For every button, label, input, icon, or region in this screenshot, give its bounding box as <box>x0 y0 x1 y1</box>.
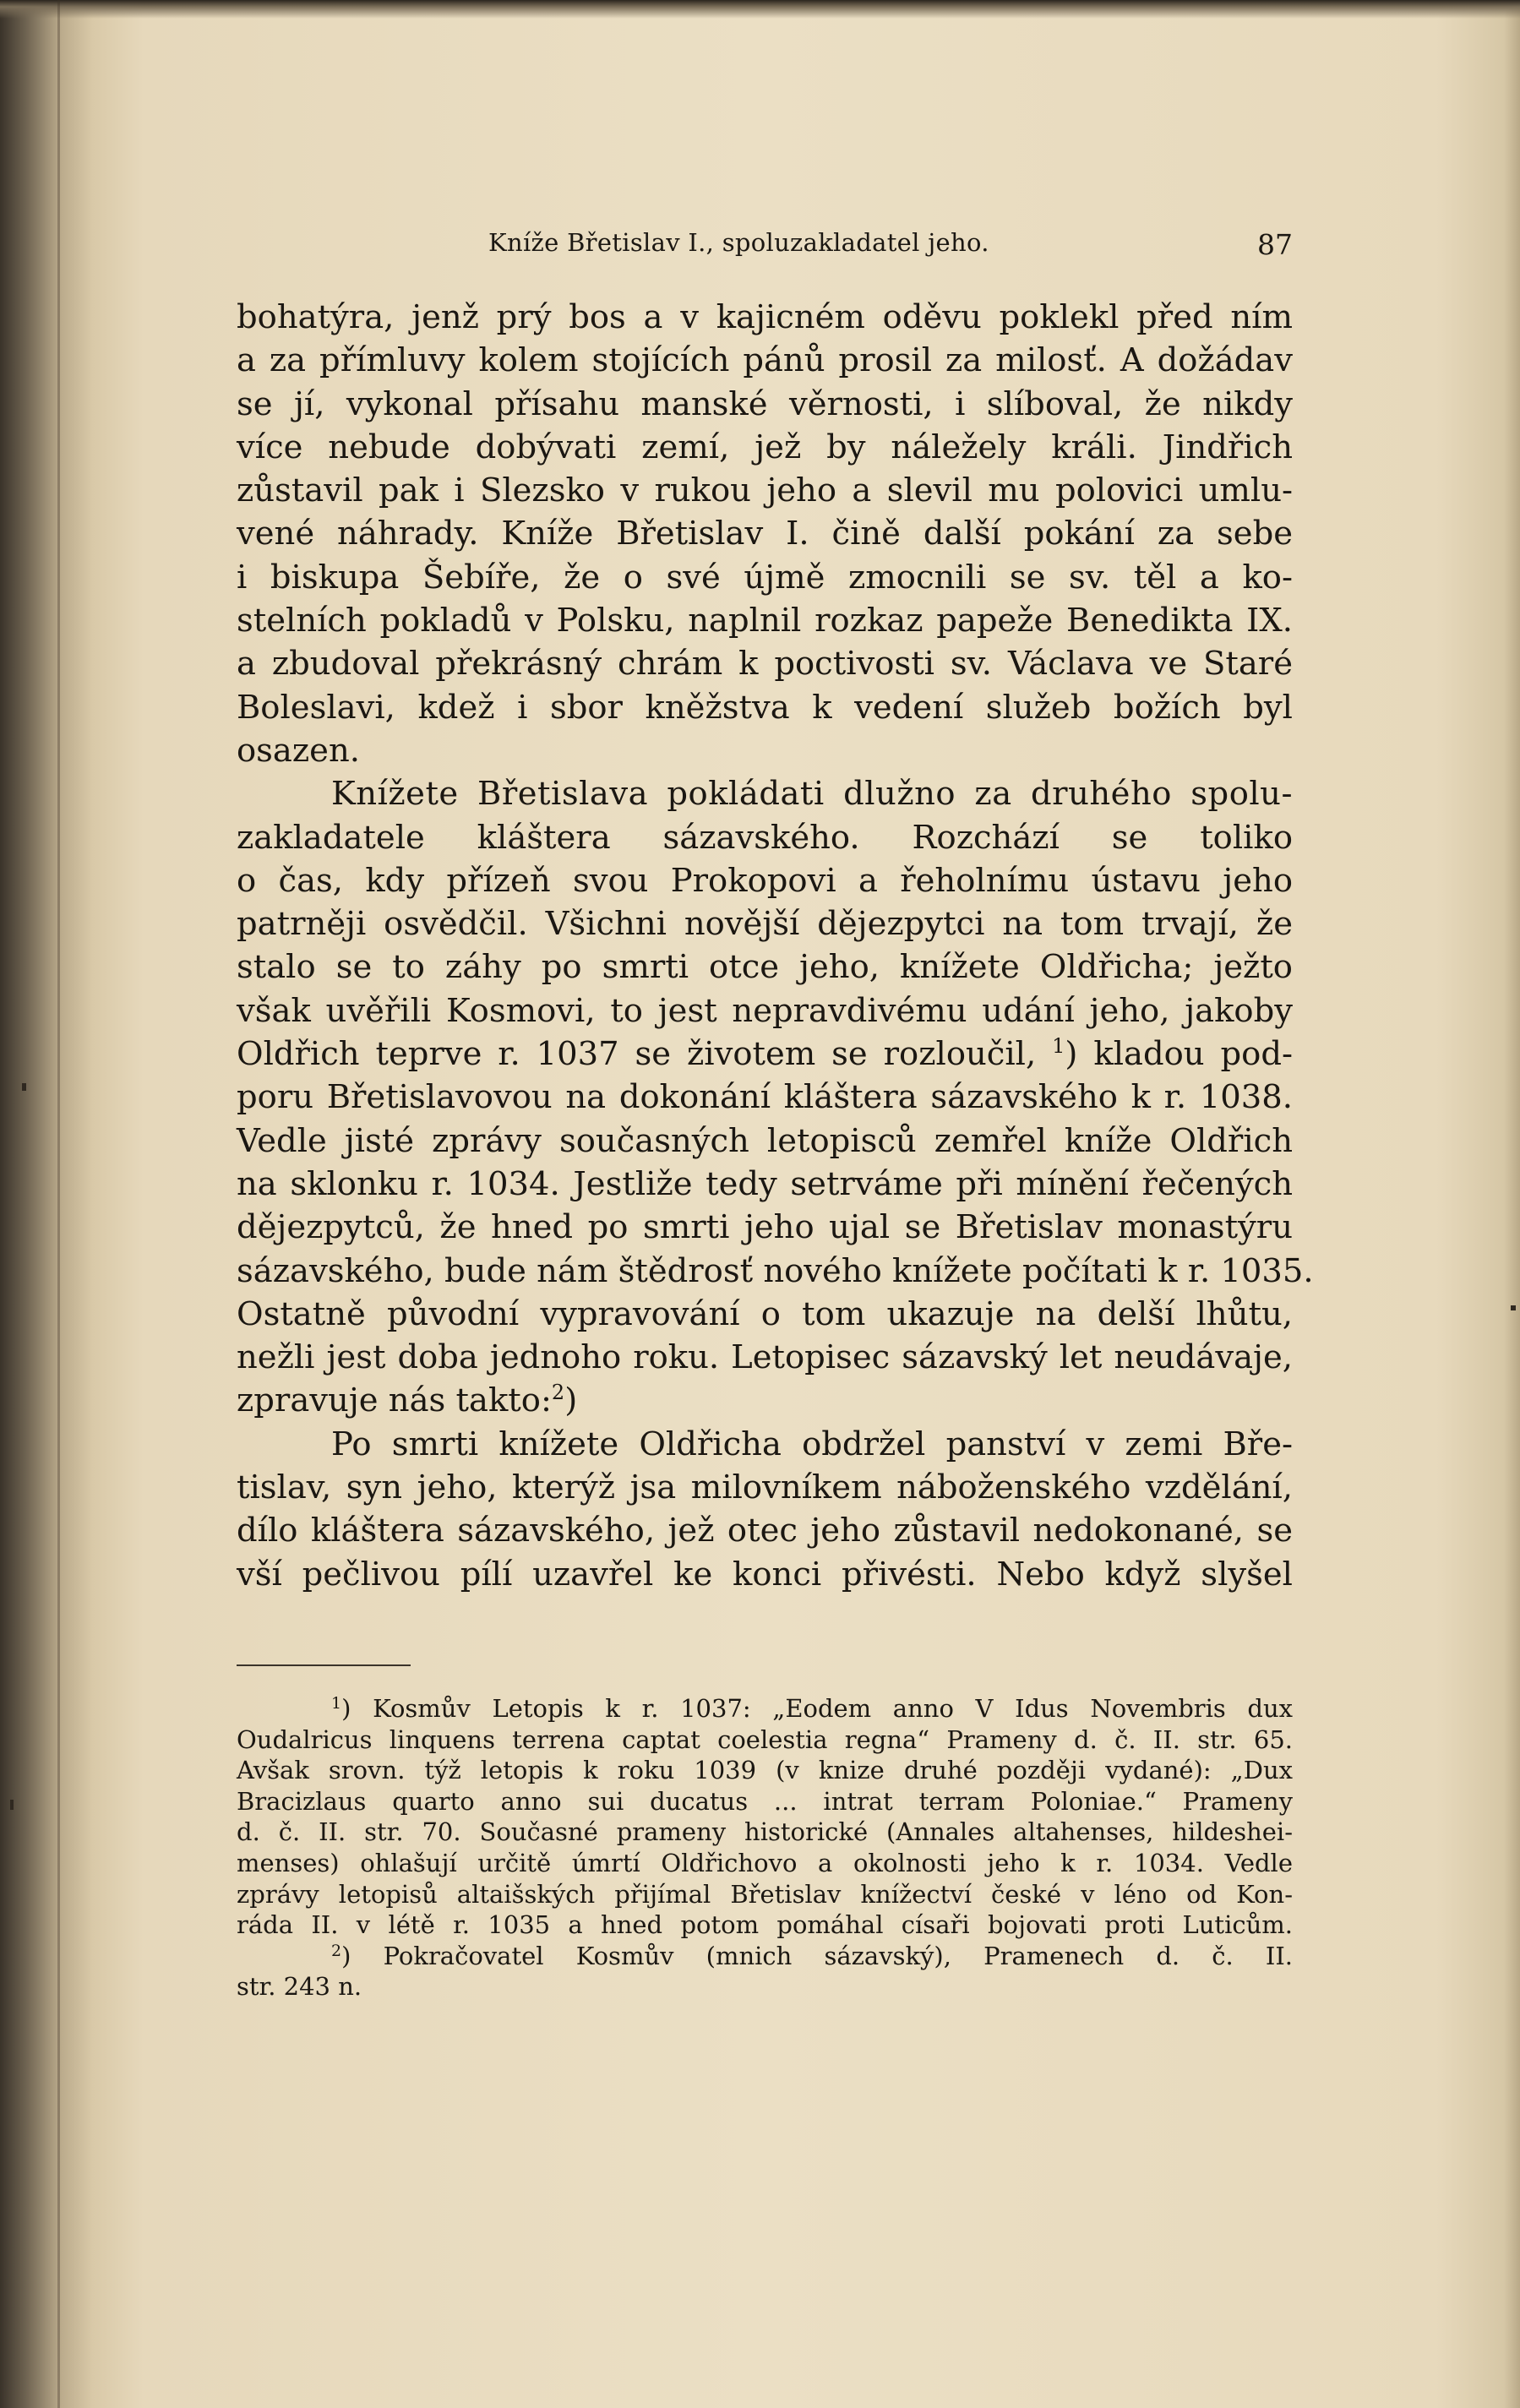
text-fragment: zpravuje nás takto: <box>237 1381 552 1420</box>
text-line: zůstavil pak i Slezsko v rukou jeho a slevil mu polovici umlu- <box>237 471 1293 510</box>
text-line: osazen. <box>237 731 360 770</box>
text-line: tislav, syn jeho, kterýž jsa milovníkem náboženského vzdělání, <box>237 1468 1293 1507</box>
text-line: Ostatně původní vypravování o tom ukazuje na delší lhůtu, <box>237 1294 1293 1333</box>
text-line-with-note <box>237 1032 1293 1076</box>
text-line: i biskupa Šebíře, že o své újmě zmocnili se sv. těl a ko- <box>237 558 1293 597</box>
page-top-shadow <box>0 0 1520 19</box>
text-line: sázavského, bude nám štědrosť nového knížete počítati k r. 1035. <box>237 1251 1314 1290</box>
footnote-mark-suffix: ) <box>341 1694 351 1723</box>
footnotes <box>237 1693 1293 2002</box>
text-line-with-note <box>237 1379 1293 1422</box>
footnote-line: d. č. II. str. 70. Současné prameny historické (Annales altahenses, hildeshei- <box>237 1817 1293 1847</box>
footnote-line: zprávy letopisů altaišských přijímal Břetislav knížectví české v léno od Kon- <box>237 1879 1293 1909</box>
page-number: 87 <box>1257 228 1293 261</box>
text-line: zakladatele kláštera sázavského. Rozchází se toliko <box>237 818 1293 857</box>
text-line: o čas, kdy přízeň svou Prokopovi a řeholnímu ústavu jeho <box>237 861 1293 900</box>
margin-speck <box>10 1800 14 1810</box>
footnote-line: str. 243 n. <box>237 1972 362 2002</box>
footnote-line: menses) ohlašují určitě úmrtí Oldřichovo a okolnosti jeho k r. 1034. Vedle <box>237 1848 1293 1877</box>
text-line: dílo kláštera sázavského, jež otec jeho zůstavil nedokonané, se <box>237 1512 1293 1550</box>
footnote-ref-2[interactable]: 2 <box>551 1381 565 1405</box>
text-line: stalo se to záhy po smrti otce jeho, knížete Oldřicha; ježto <box>237 948 1293 987</box>
footnote-mark-1: 1 <box>331 1694 342 1713</box>
footnote-mark-2: 2 <box>331 1941 342 1960</box>
text-line: stelních pokladů v Polsku, naplnil rozkaz papeže Benedikta IX. <box>237 602 1293 640</box>
running-head: Kníže Břetislav I., spoluzakladatel jeho. <box>488 228 989 257</box>
text-line: vené náhrady. Kníže Břetislav I. čině další pokání za sebe <box>237 515 1293 553</box>
page-header <box>237 228 1293 264</box>
paragraph-first-line: Knížete Břetislava pokládati dlužno za druhého spolu- <box>331 775 1293 814</box>
footnote-text: Kosmův Letopis k r. 1037: „Eodem anno V Idus Novembris dux <box>373 1694 1294 1723</box>
footnote-ref-1[interactable]: 1 <box>1052 1034 1065 1059</box>
text-line: Boleslavi, kdež i sbor kněžstva k vedení služeb božích byl <box>237 688 1293 727</box>
text-fragment: ) <box>564 1381 578 1420</box>
text-line: však uvěřili Kosmovi, to jest nepravdivému udání jeho, jakoby <box>237 991 1293 1030</box>
footnote-1-first-line <box>237 1693 1293 1724</box>
text-line: na sklonku r. 1034. Jestliže tedy setrváme při mínění řečených <box>237 1164 1293 1203</box>
text-line: Vedle jisté zprávy současných letopisců zemřel kníže Oldřich <box>237 1121 1293 1160</box>
text-line: poru Břetislavovou na dokonání kláštera sázavského k r. 1038. <box>237 1078 1293 1117</box>
text-line: a za přímluvy kolem stojících pánů prosil za milosť. A dožádav <box>237 341 1293 380</box>
footnote-mark-suffix: ) <box>341 1941 351 1970</box>
footnote-line: ráda II. v létě r. 1035 a hned potom pomáhal císaři bojovati proti Luticům. <box>237 1910 1293 1940</box>
text-line: se jí, vykonal přísahu manské věrnosti, i slíboval, že nikdy <box>237 384 1293 423</box>
footnote-line: Avšak srovn. týž letopis k roku 1039 (v knize druhé později vydané): „Dux <box>237 1756 1293 1785</box>
text-fragment: ) kladou pod- <box>1065 1035 1293 1074</box>
margin-speck <box>1511 1305 1516 1310</box>
text-line: vší pečlivou pílí uzavřel ke konci přivésti. Nebo když slyšel <box>237 1555 1293 1594</box>
footnote-2-first-line <box>237 1941 1293 1972</box>
footnote-text: Pokračovatel Kosmův (mnich sázavský), Pramenech d. č. II. <box>383 1941 1294 1970</box>
paragraph-first-line: Po smrti knížete Oldřicha obdržel panství v zemi Bře- <box>331 1425 1293 1463</box>
text-line: více nebude dobývati zemí, jež by náležely králi. Jindřich <box>237 428 1293 466</box>
text-line: a zbudoval překrásný chrám k poctivosti sv. Václava ve Staré <box>237 645 1293 684</box>
footnote-line: Oudalricus linquens terrena captat coelestia regna“ Prameny d. č. II. str. 65. <box>237 1724 1293 1754</box>
text-line: nežli jest doba jednoho roku. Letopisec sázavský let neudávaje, <box>237 1338 1293 1377</box>
text-fragment: Oldřich teprve r. 1037 se životem se rozloučil, <box>237 1035 1037 1074</box>
text-line: patrněji osvědčil. Všichni novější dějezpytci na tom trvají, že <box>237 905 1293 944</box>
margin-speck <box>22 1083 26 1091</box>
text-line: dějezpytců, že hned po smrti jeho ujal se Břetislav monastýru <box>237 1208 1293 1247</box>
footnote-separator <box>237 1664 411 1666</box>
book-spine-edge <box>57 0 60 2408</box>
footnote-line: Bracizlaus quarto anno sui ducatus ... intrat terram Poloniae.“ Prameny <box>237 1786 1293 1816</box>
main-text <box>237 296 1314 1596</box>
text-line: bohatýra, jenž prý bos a v kajicném oděvu poklekl před ním <box>237 298 1293 336</box>
